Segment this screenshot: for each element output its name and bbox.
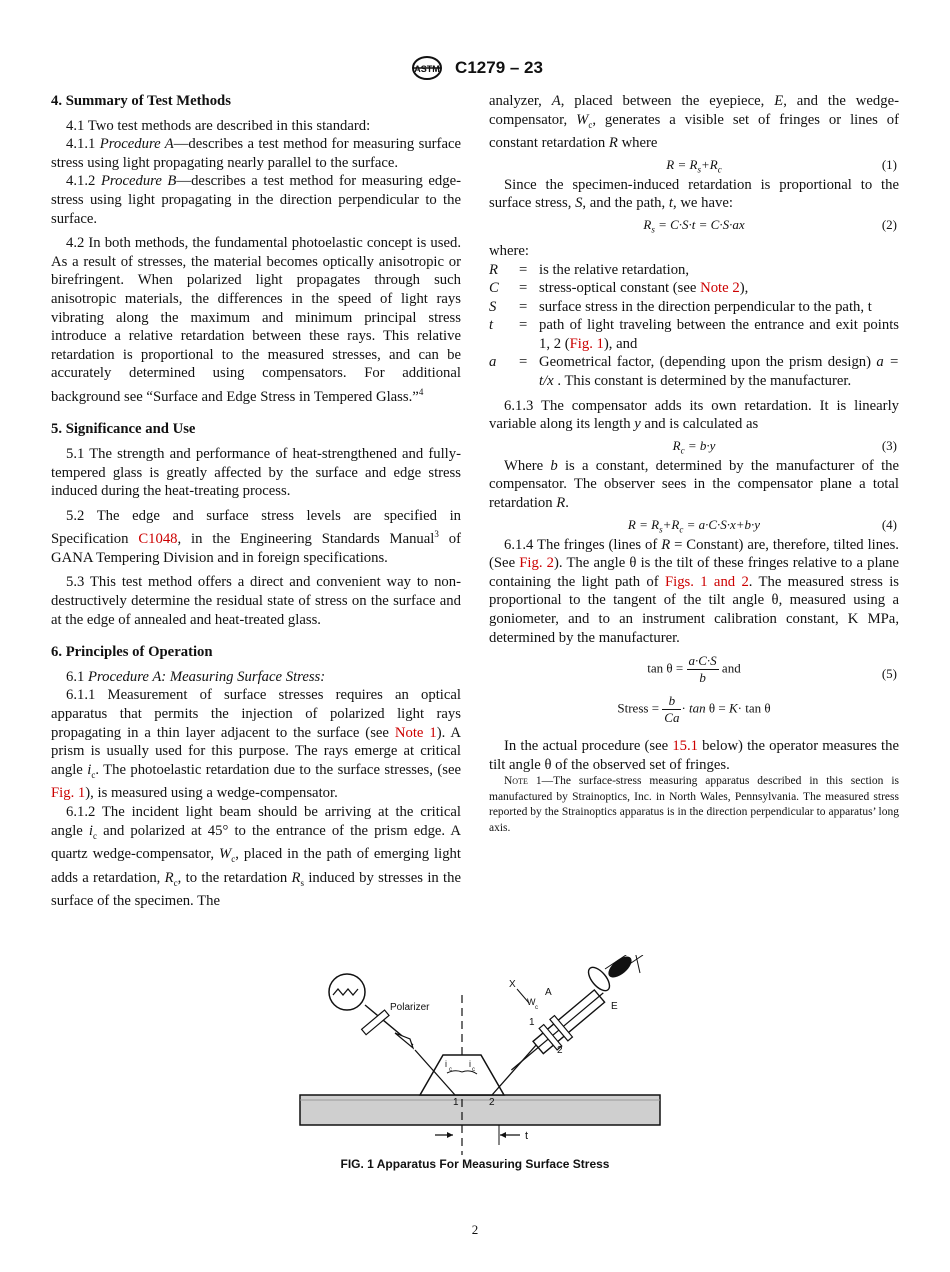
svg-text:A: A [545, 987, 552, 998]
para-6-1-2: 6.1.2 The incident light beam should be arriving at the critical angle $i_c$ and polarized at 45° to the entrance of the prism edge. A quartz wedge-compensator, $W_c$, placed in the path of emerging light adds a retardation, $R_c$, to the retardation $R_s$ induced by stresses in the surface of the specimen. The [51, 803, 461, 910]
definition-item: S = surface stress in the direction perpendicular to the path, t [489, 298, 872, 315]
svg-text:2: 2 [557, 1045, 563, 1056]
definition-item: R = is the relative retardation, [489, 261, 690, 278]
eye-icon [605, 955, 643, 981]
para-4-1-1: 4.1.1 Procedure A—describes a test method for measuring surface stress using light propagating nearly parallel to the surface. [51, 136, 461, 171]
svg-text:2: 2 [489, 1097, 495, 1108]
equation-5: tan θ = $\frac{a\cdot C\cdot S}{b}$ and (5) [647, 653, 897, 686]
section-4-heading: 4. Summary of Test Methods [51, 93, 231, 109]
equation-1: $R = R_s+R_c$ (1) [666, 156, 897, 175]
para-4-2: 4.2 In both methods, the fundamental photoelastic concept is used. As a result of stresses, the material becomes optically anisotropic or birefringent. When polarized light propagates through such anisotropic materials, the differences in the speed of light rays vibrating along the maximum and minimum principal stress introduce a relative retardation between these rays. This relative retardation is proportional to the measured stresses, and can be accurately determined using compensators. For additional background see “Surface and Edge Stress in Tempered Glass.”$^4$ [51, 235, 461, 405]
para-actual: In the actual procedure (see 15.1 below) the operator measures the tilt angle θ of the observed set of fringes. [489, 738, 899, 773]
svg-text:i: i [469, 1059, 471, 1069]
para-6-1-3: 6.1.3 The compensator adds its own retardation. It is linearly variable along its length y and is calculated as [489, 397, 899, 433]
para-6-1: 6.1 Procedure A: Measuring Surface Stress: [66, 668, 326, 685]
definition-item: t = path of light traveling between the entrance and exit points 1, 2 (Fig. 1), and [489, 317, 899, 352]
incident-beam-arrow [395, 1033, 413, 1048]
svg-text:c: c [535, 1005, 538, 1011]
equation-6: Stress = $\frac{b}{Ca}$ · tan θ = K· tan θ [617, 693, 771, 726]
eyepiece [585, 964, 614, 994]
note-1: Note 1—The surface-stress measuring apparatus described in this section is manufactured by Strainoptics, Inc. in North Wales, Pennsylvania. The measured stress reported by the Strainoptics apparatus is in the direction perpendicular to apparatus’ long axis. [489, 775, 899, 834]
svg-text:c: c [472, 1067, 475, 1073]
compensator-tube [502, 982, 612, 1081]
svg-text:c: c [449, 1067, 452, 1073]
link-c1048[interactable]: C1048 [138, 531, 178, 548]
para-5-3: 5.3 This test method offers a direct and convenient way to non-destructively determine the residual state of stress on the surface and at the edge of annealed and heat-treated glass. [51, 574, 461, 628]
svg-text:i: i [445, 1059, 447, 1069]
section-5-heading: 5. Significance and Use [51, 421, 196, 438]
equation-3: $R_c = b\cdot y$ (3) [672, 437, 897, 456]
figure-caption: FIG. 1 Apparatus For Measuring Surface Stress [340, 1157, 610, 1171]
para-4-1: 4.1 Two test methods are described in this standard: [66, 117, 371, 134]
link-fig-1[interactable]: Fig. 1 [569, 335, 604, 352]
equation-2: $R_s = C\cdot S\cdot t = C\cdot S\cdot ax$ (2) [643, 216, 897, 235]
link-fig-1[interactable]: Fig. 1 [51, 785, 86, 802]
definition-item: a = Geometrical factor, (depending upon the prism design) a = t/x . This constant is determined by the manufacturer. [489, 354, 899, 390]
svg-text:E: E [611, 1001, 618, 1012]
para-4-1-2: 4.1.2 Procedure B—describes a test method for measuring edge-stress using light propagating in the direction perpendicular to the surface. [51, 173, 462, 227]
link-note-2[interactable]: Note 2 [700, 280, 740, 297]
svg-text:ASTM: ASTM [414, 64, 440, 74]
link-figs-1-2[interactable]: Figs. 1 and 2 [664, 573, 749, 590]
svg-text:X: X [509, 979, 516, 990]
page-header [0, 56, 950, 82]
figure-1-apparatus [295, 955, 665, 1155]
svg-text:t: t [525, 1130, 529, 1142]
link-15-1[interactable]: 15.1 [672, 738, 699, 755]
where-label: where: [489, 242, 529, 259]
prism [420, 1055, 504, 1095]
svg-text:1: 1 [529, 1017, 535, 1028]
right-column [489, 92, 899, 836]
section-6-heading: 6. Principles of Operation [51, 644, 213, 661]
para-since: Since the specimen-induced retardation is proportional to the surface stress, S, and the path, t, we have: [489, 176, 899, 212]
para-6-1-1: 6.1.1 Measurement of surface stresses requires an optical apparatus that permits the injection of polarized light rays propagating in a thin layer adjacent to the surface (see Note 1). A prism is usually used for this purpose. The rays emerge at critical angle $i_c$. The photoelastic retardation due to the surface stresses, (see Fig. 1), is measured using a wedge-compensator. [51, 687, 462, 802]
svg-text:1: 1 [453, 1097, 459, 1108]
left-column [51, 92, 461, 911]
para-5-2: 5.2 The edge and surface stress levels are specified in Specification C1048, in the Engineering Standards Manual$^3$ of GANA Tempering Division and in foreign specifications. [51, 507, 461, 566]
light-source-icon [329, 974, 365, 1010]
page-number: 2 [471, 1222, 479, 1237]
link-note-1[interactable]: Note 1 [394, 724, 437, 741]
astm-logo-icon [407, 56, 447, 80]
definition-item: C = stress-optical constant (see Note 2), [489, 280, 749, 297]
para-continued: analyzer, A, placed between the eyepiece, E, and the wedge-compensator, $W_c$, generates a visible set of fringes or lines of constant retardation R where [489, 93, 899, 152]
link-fig-2[interactable]: Fig. 2 [519, 555, 555, 572]
definitions-list [489, 261, 899, 391]
document-designation: C1279 – 23 [455, 58, 543, 77]
para-where-b: Where b is a constant, determined by the manufacturer of the compensator. The observer sees in the compensator plane a total retardation R. [489, 457, 900, 512]
para-6-1-4: 6.1.4 The fringes (lines of R = Constant) are, therefore, tilted lines. (See Fig. 2). The angle θ is the tilt of these fringes relative to a plane containing the light path of Figs. 1 and 2. The measured stress is proportional to the tangent of the tilt angle θ, measured using a goniometer, and to an instrument calibration constant, K MPa, determined by the manufacturer. [489, 536, 900, 646]
para-5-1: 5.1 The strength and performance of heat-strengthened and fully-tempered glass is greatly affected by the surface and edge stress induced during the heat-treating process. [51, 445, 461, 500]
equation-4: $R = R_s+R_c = a\cdot C\cdot S\cdot x+b\cdot y$ (4) [627, 516, 897, 535]
polarizer-label: Polarizer [390, 1002, 430, 1013]
svg-text:W: W [527, 997, 536, 1007]
